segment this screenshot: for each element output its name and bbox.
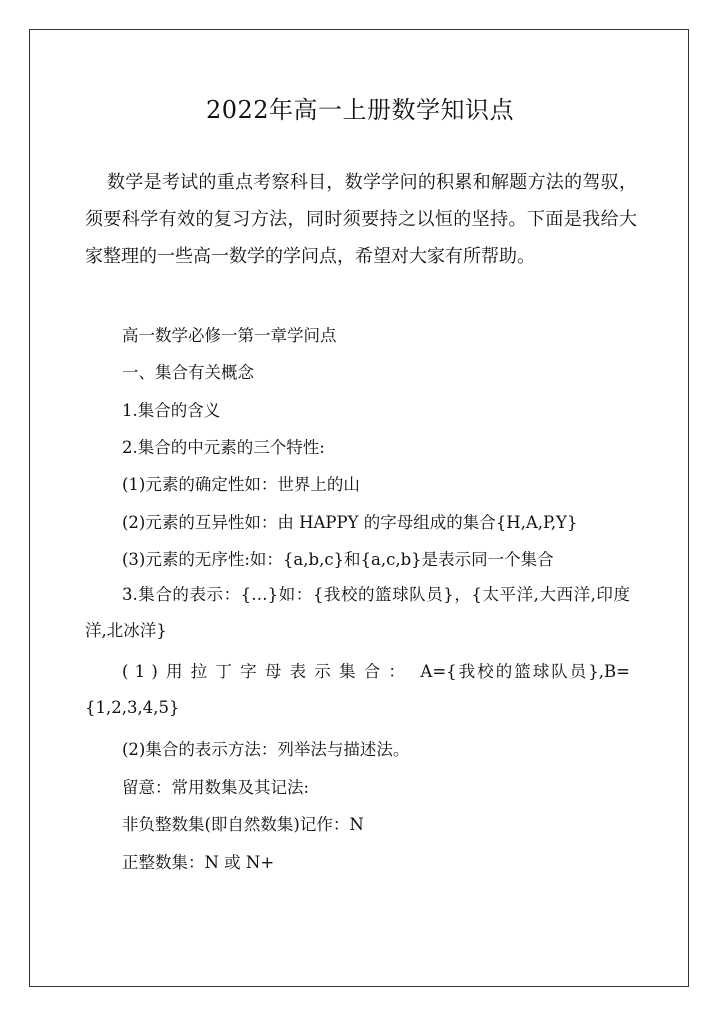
item-2a: (1)元素的确定性如：世界上的山: [122, 475, 360, 494]
item-3a-sets: A={我校的篮球队员},B={1,2,3,4,5}: [85, 662, 630, 717]
item-3a: [85, 654, 630, 726]
item-2: 2.集合的中元素的三个特性:: [122, 438, 325, 457]
positive-integer-set-line: 正整数集：N 或 N+: [122, 853, 275, 872]
chapter-heading: 高一数学必修一第一章学问点: [122, 326, 337, 345]
item-3: 3.集合的表示：{…}如：{我校的篮球队员}，{太平洋,大西洋,印度洋,北冰洋}: [85, 585, 630, 640]
natural-set-line: 非负整数集(即自然数集)记作：N: [122, 815, 364, 834]
item-2c: (3)元素的无序性:如：{a,b,c}和{a,c,b}是表示同一个集合: [122, 550, 554, 569]
item-3a-label: (1)用拉丁字母表示集合：: [122, 662, 414, 681]
item-1: 1.集合的含义: [122, 401, 221, 420]
item-3b: (2)集合的表示方法：列举法与描述法。: [122, 740, 410, 759]
intro-paragraph: 数学是考试的重点考察科目，数学学问的积累和解题方法的驾驭，须要科学有效的复习方法，同时须要持之以恒的坚持。下面是我给大家整理的一些高一数学的学问点，希望对大家有所帮助。: [85, 172, 637, 267]
document-title: 2022年高一上册数学知识点: [205, 96, 515, 124]
item-2b: (2)元素的互异性如：由 HAPPY 的字母组成的集合{H,A,P,Y}: [122, 513, 578, 532]
note-line: 留意：常用数集及其记法:: [122, 778, 310, 797]
section-heading: 一、集合有关概念: [122, 363, 254, 382]
